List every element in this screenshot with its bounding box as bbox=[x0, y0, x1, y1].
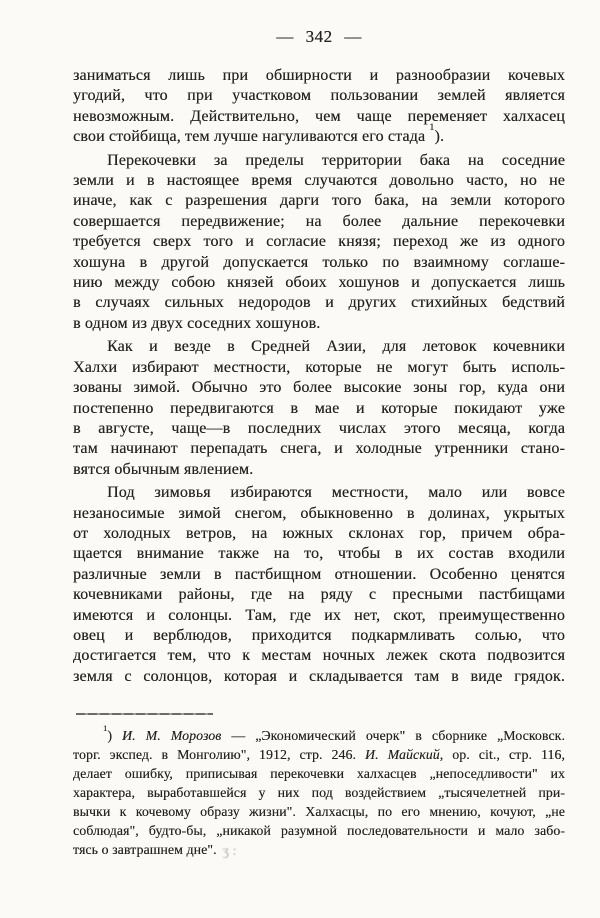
paragraph-4 bbox=[73, 483, 565, 687]
text-line: хошуна в другой допускается только по взаимному соглаше- bbox=[73, 253, 565, 271]
scan-smudge: ӡ : bbox=[222, 844, 237, 859]
text-line: имеются и солонцы. Там, где их нет, скот, преимущественно bbox=[73, 606, 565, 624]
paragraph-3 bbox=[73, 337, 565, 480]
text-run: ). bbox=[434, 128, 445, 146]
paragraph-2 bbox=[73, 151, 565, 335]
text-line: щается внимание также на то, чтобы в их состав входили bbox=[73, 545, 565, 563]
text-run: торг. экспед. в Монголию", 1912, стр. 246. bbox=[73, 747, 365, 762]
footnote-separator bbox=[76, 713, 213, 715]
text-line: требуется сверх того и согласие князя; переход же из одного bbox=[73, 233, 565, 251]
text-line: различные земли в пастбищном отношении. Особенно ценятся bbox=[73, 565, 565, 583]
text-line: в случаях сильных недородов и других стихийных бедствий bbox=[73, 294, 565, 312]
footnote-author-morozov: И. М. Морозов bbox=[122, 728, 222, 743]
footnote bbox=[73, 722, 566, 860]
footnote-reference: 1 bbox=[429, 122, 435, 134]
text-run: тясь о завтрашнем дне". bbox=[73, 842, 217, 857]
footnote-line: вычки к кочевому образу жизни". Халхасцы, по его мнению, кочуют, „не bbox=[73, 804, 565, 819]
text-line: угодий, что при участковом пользовании землей является bbox=[73, 87, 565, 105]
text-line: вятся обычным явлением. bbox=[73, 460, 254, 478]
footnote-line: делает ошибку, приписывая перекочевки халхасцев „непоседливости" их bbox=[73, 766, 565, 781]
text-line: совершается передвижение; на более дальние перекочевки bbox=[73, 212, 565, 230]
paragraph-1 bbox=[73, 66, 565, 148]
text-line: в одном из двух соседних хошунов. bbox=[73, 314, 321, 332]
text-line: Халхи избирают местности, которые не могут быть исполь- bbox=[73, 358, 565, 376]
text-run: свои стойбища, тем лучше нагуливаются его стада bbox=[73, 128, 430, 146]
footnote-line bbox=[73, 840, 565, 860]
footnote-line bbox=[73, 745, 565, 764]
text-line: постепенно передвигаются в мае и которые покидают уже bbox=[73, 399, 565, 417]
text-run: ) bbox=[107, 728, 123, 743]
text-line: невозможным. Действительно, чем чаще переменяет халхасец bbox=[73, 107, 565, 125]
text-run: — „Экономический очерк" в сборнике „Московск. bbox=[221, 728, 566, 743]
text-line: земля с солонцов, которая и складывается там в виде грядок. bbox=[73, 667, 565, 685]
text-line: Перекочевки за пределы территории бака на соседние bbox=[107, 151, 565, 169]
footnote-line: характера, выработавшейся у них под воздействием „тысячелетней при- bbox=[73, 785, 565, 800]
text-line: заниматься лишь при обширности и разнообразии кочевых bbox=[73, 67, 565, 84]
text-line: незаносимые зимой снегом, обыкновенно в долинах, укрытых bbox=[73, 504, 565, 522]
footnote-line bbox=[73, 722, 566, 745]
text-line: зованы зимой. Обычно это более высокие зоны гор, куда они bbox=[73, 379, 565, 397]
text-line: там начинают перепадать снега, и холодные утренники стано- bbox=[73, 440, 565, 458]
text-line: земли и в настоящее время случаются довольно часто, но не bbox=[73, 172, 565, 190]
text-line: в августе, чаще—в последних числах этого месяца, когда bbox=[73, 419, 565, 437]
text-line: иначе, как с разрешения дарги того бака, на земли которого bbox=[73, 192, 565, 210]
text-line bbox=[73, 122, 565, 147]
text-run: , op. cit., стр. 116, bbox=[439, 747, 565, 762]
text-line: достигается тем, что к местам ночных лежек скота подвозится bbox=[73, 647, 565, 665]
text-line: нию между собою князей обоих хошунов и допускается лишь bbox=[73, 274, 565, 292]
text-line: овец и верблюдов, приходится подкармливать солью, что bbox=[73, 626, 565, 644]
footnote-author-maisky: И. Майский bbox=[365, 747, 440, 762]
text-line: Под зимовья избираются местности, мало или вовсе bbox=[107, 484, 565, 502]
page-number: — 342 — bbox=[276, 27, 362, 46]
text-line: Как и везде в Средней Азии, для летовок кочевники bbox=[107, 338, 565, 356]
footnote-marker: 1 bbox=[103, 722, 108, 733]
text-line: от холодных ветров, на южных склонах гор, причем обра- bbox=[73, 524, 565, 542]
body-text bbox=[73, 66, 565, 690]
footnote-line: соблюдая", будто-бы, „никакой разумной последовательности и мало забо- bbox=[73, 823, 565, 838]
text-line: кочевниками районы, где на ряду с пресными пастбищами bbox=[73, 586, 565, 604]
